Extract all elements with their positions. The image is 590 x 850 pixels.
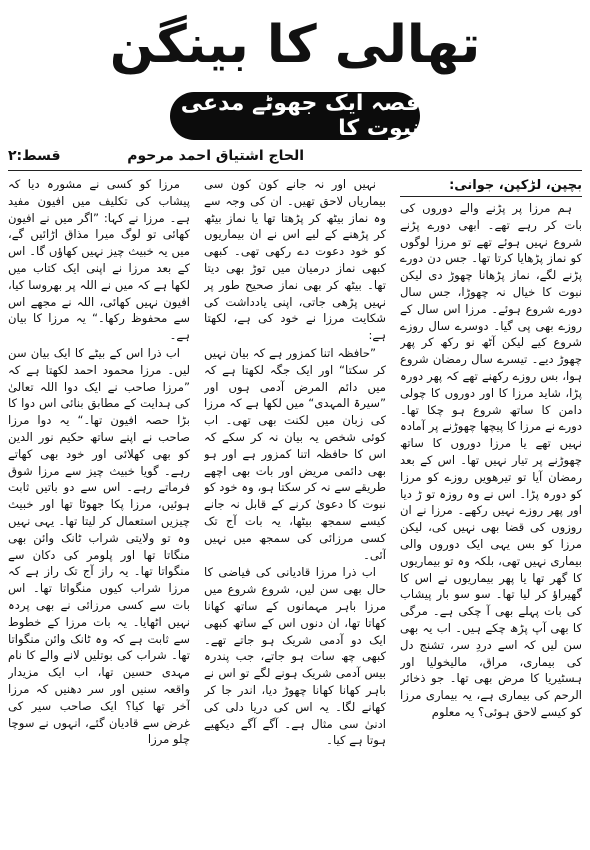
paragraph: اب ذرا مرزا قادیانی کی فیاضی کا حال بھی سن لیں، شروع شروع میں مرزا باہر مہمانوں کے ساتھ کھانا کھاتا تھا، ان دنوں اس کے ساتھ کبھی ایک دو آدمی شریک ہو جاتے تھے۔ کبھی چھ سات ہو جاتے، جب پندرہ بیس آدمی شریک ہونے لگے تو اس نے باہر کھانا کھانا چھوڑ دیا، اندر جا کر کھانے لگا۔ یہ اس کی دریا دلی کی ادنیٰ سی مثال ہے۔ آگے آگے دیکھیے ہوتا ہے کیا۔ (204, 565, 386, 748)
author-name: الحاج اشتیاق احمد مرحوم (127, 148, 304, 164)
article-column-middle (204, 176, 386, 842)
section-heading: بچپن، لڑکپن، جوانی: (400, 176, 582, 197)
story-subtitle-banner (170, 92, 420, 140)
article-column-right (400, 176, 582, 842)
paragraph: مرزا کو کسی نے مشورہ دیا کہ پیشاب کی تکلیف میں افیون مفید ہے۔ مرزا نے کہا: ”اگر میں نے افیون کھائی تو لوگ میرا مذاق اڑائیں گے، میں یہ خبیث چیز نہیں کھاؤں گا۔ اس کے بعد مرزا نے اپنی ایک کتاب میں لکھا ہے کہ میں نے اللہ پر بھروسا کیا، افیون نہیں کھائی، اللہ نے مجھے اس سے محفوظ رکھا۔“ یہ مرزا کا بیان ہے۔ (8, 177, 190, 343)
header-divider (8, 170, 582, 171)
episode-number: قسط:۲ (8, 148, 61, 164)
paragraph: نہیں اور نہ جانے کون کون سی بیماریاں لاحق تھیں۔ ان کی وجہ سے وہ نماز بیٹھ کر پڑھتا تھا یا نماز بیٹھ کر پڑھنے کے لیے اس نے ان بیماریوں کو خود دعوت دے رکھی تھی۔ کبھی کبھی نماز درمیان میں توڑ بھی دیتا تھا۔ بیٹھ کر بھی نماز صحیح طور پر نہیں پڑھی جاتی، اپنی یادداشت کی شکایت مرزا نے خود کی ہے، لکھتا ہے: (204, 177, 386, 343)
article-columns (8, 176, 582, 842)
story-title: تھالی کا بینگن (109, 15, 481, 75)
article-column-left (8, 176, 190, 842)
paragraph: ہم مرزا پر پڑنے والے دوروں کی بات کر رہے تھے۔ ابھی دورے پڑنے شروع نہیں ہوئے تھے تو مرزا لوگوں کو نماز پڑھایا کرتا تھا۔ جس دن دورے پڑنے لگے، نماز پڑھانا چھوڑ دی لیکن نبوت کا خیال نہ چھوڑا، جس سال دورے شروع ہوئے۔ مرزا اس سال کے روزے بھی پی گیا۔ دوسرے سال روزے شروع کیے لیکن آٹھ نو رکھ کر پھر چھوڑ دیے۔ تیسرے سال رمضان شروع ہوا، بس روزے رکھنے تھے کہ پھر دورہ پڑا، شاید مرزا کا اور دوروں کا چولی دامن کا ساتھ شروع ہو چکا تھا۔ دورے نے مرزا کا پیچھا چھوڑنے پر آمادہ نہیں تھے یا مرزا دوروں کا ساتھ چھوڑنے پر تیار نہیں تھا۔ اس کے بعد رمضان آیا تو تیرھویں روزے کو مرزا کو دورہ پڑا۔ اس نے وہ روزہ تو ڑ دیا اور پھر روزے نہیں رکھے۔ مرزا نے ان روزوں کی قضا بھی نہیں کی، لیکن مرزا کو بس یہی ایک دوروں والی بیماری نہیں تھی، بلکہ وہ تو بیماریوں کا گھر تھا یا پھر بیماریوں نے اس کا گھیراؤ کر لیا تھا۔ سو سو بار پیشاب کی بات پہلے بھی آ چکی ہے۔ مرگی کا بھی آپ پڑھ چکے ہیں۔ اب یہ بھی سن لیں کہ اسے دردِ سر، تشنج دل کی بیماری، مراق، مالیخولیا اور ہسٹیریا کا مرض بھی تھا۔ جو ذخائر الرحم کی بیماری ہے، یہ بیماری مرزا کو کیسے لاحق ہوئی؟ یہ معلوم (400, 201, 582, 719)
story-subtitle: قصہ ایک جھوٹے مدعی نبوت کا (180, 91, 420, 141)
paragraph: اب ذرا اس کے بیٹے کا ایک بیان سن لیں۔ مرزا محمود احمد لکھتا ہے کہ ”مرزا صاحب نے ایک دوا اللہ تعالیٰ کی ہدایت کے مطابق بنائی اس دوا کا بڑا حصہ افیون تھا۔“ یہ دوا مرزا صاحب نے اپنے ساتھ حکیم نور الدین کو بھی کھلائی اور خود بھی کھاتے رہے۔ گویا خبیث چیز سے مرزا شوق فرماتے رہے۔ اس سے دو باتیں ثابت ہوئیں، مرزا پکا جھوٹا تھا اور خبیث چیزیں استعمال کر لیتا تھا۔ یہی نہیں وہ تو ولایتی شراب ٹانک وائن بھی منگاتا تھا اور پلومر کی دکان سے منگواتا تھا۔ یہ راز آج تک راز ہے کہ مرزا شراب کیوں منگواتا تھا۔ اس بات سے کسی مرزائی نے بھی پردہ نہیں اٹھایا۔ یہ بات مرزا کے خطوط سے ثابت ہے کہ وہ ٹانک وائن منگواتا تھا۔ شراب کی بوتلیں لانے والے کا نام مہدی حسین تھا، اب ایک مزیدار واقعہ سنیں اور سر دھنیں کہ مرزا آخر تھا کیا؟ ایک صاحب سیر کی غرض سے قادیان گئے، انہوں نے سوچا چلو مرزا (8, 345, 190, 747)
paragraph: ”حافظہ اتنا کمزور ہے کہ بیان نہیں کر سکتا“ اور ایک جگہ لکھتا ہے کہ میں دائم المرض آدمی ہوں اور ”سیرۃ المہدی“ میں لکھا ہے کہ مرزا کی زبان میں لکنت بھی تھی۔ اب کوئی شخص یہ بیان نہ کر سکے کہ اس کا حافظہ اتنا کمزور ہے اور ہو بھی دائمی مریض اور بات بھی اچھے طریقے سے نہ کر سکتا ہو، وہ خود کو نبوت کا دعویٰ کرنے کے قابل نہ جانے کیسے سمجھ بیٹھا، یہ بات آج تک کسی مرزائی کی سمجھ میں نہیں آئی۔ (204, 345, 386, 562)
